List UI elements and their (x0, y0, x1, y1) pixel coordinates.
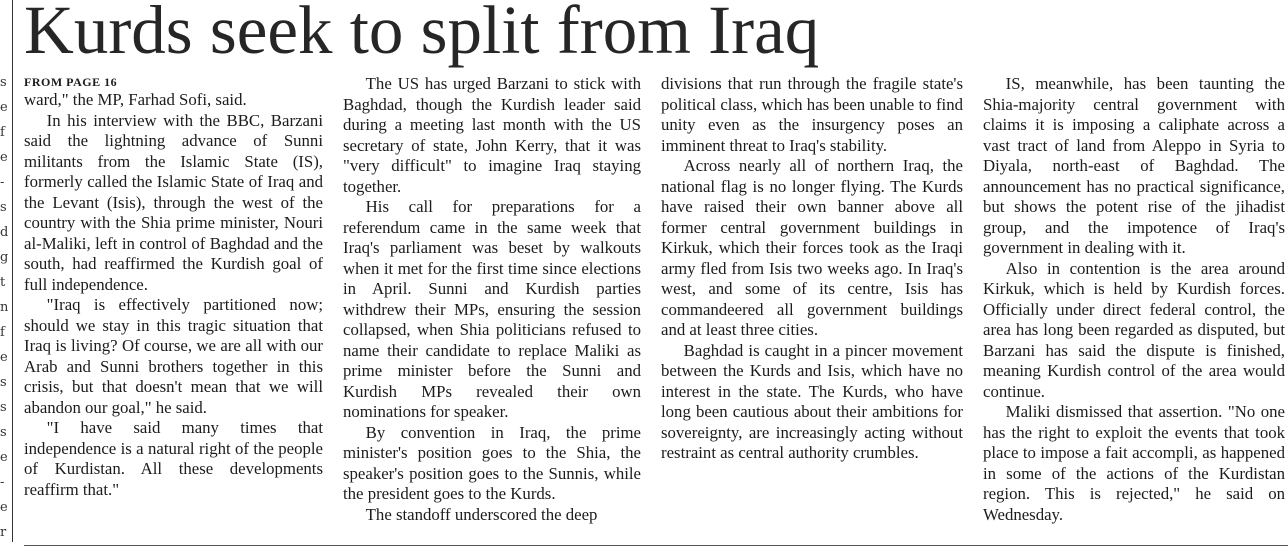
fragment-letter: e (0, 450, 8, 465)
fragment-letter: - (0, 475, 5, 490)
kicker: FROM PAGE 16 (24, 75, 118, 89)
fragment-letter: f (0, 125, 5, 140)
article-column-3 (661, 74, 963, 542)
fragment-letter: g (0, 250, 8, 265)
paragraph: ward," the MP, Farhad Sofi, said. (24, 90, 247, 109)
article-column-1 (24, 74, 323, 542)
fragment-letter: - (0, 175, 5, 190)
fragment-letter: e (0, 500, 8, 515)
fragment-letter: t (0, 275, 6, 290)
paragraph: Maliki dismissed that assertion. "No one has the right to exploit the events that took place to impose a fait accompli, as happened in some of the actions of the Kurdistan region. This is rejected," he said on Wednesday. (983, 402, 1285, 524)
paragraph: The US has urged Barzani to stick with Baghdad, though the Kurdish leader said during a meeting last month with the US secretary of state, John Kerry, that it was "very difficult" to imagine Iraq staying together. (343, 74, 641, 196)
article-column-4 (983, 74, 1285, 542)
paragraph: Baghdad is caught in a pincer movement between the Kurds and Isis, which have no interest in the state. The Kurds, who have long been cautious about their ambitions for sovereignty, are increasingly acting without restraint as central authority crumbles. (661, 340, 963, 462)
headline: Kurds seek to split from Iraq (24, 0, 820, 68)
bottom-rule (24, 545, 1288, 546)
paragraph: Also in contention is the area around Kirkuk, which is held by Kurdish forces. Officially under direct federal control, the area has long been regarded as disputed, but Barzani has said the dispute is finished, meaning Kurdish control of the area would continue. (983, 258, 1285, 401)
paragraph: IS, meanwhile, has been taunting the Shia-majority central government with claims it is imposing a caliphate across a vast tract of land from Aleppo in Syria to Diyala, north-east of Baghdad. The announcement has no practical significance, but shows the potent rise of the jihadist group, and the impotence of Iraq's government in dealing with it. (983, 74, 1285, 257)
fragment-letter: n (0, 300, 8, 315)
fragment-letter: s (0, 375, 7, 390)
article-body (24, 74, 1283, 542)
fragment-letter: e (0, 100, 8, 115)
paragraph: "I have said many times that independence is a natural right of the people of Kurdistan. All these developments reaffirm that." (24, 418, 323, 499)
fragment-letter: e (0, 150, 8, 165)
article-column-2 (343, 74, 641, 542)
fragment-letter: e (0, 350, 8, 365)
fragment-letter: s (0, 425, 7, 440)
column-divider (12, 0, 13, 542)
fragment-letter: d (0, 225, 8, 240)
fragment-letter: s (0, 75, 7, 90)
paragraph: The standoff underscored the deep (365, 504, 598, 524)
paragraph: divisions that run through the fragile state's political class, which has been unable to find unity even as the insurgency poses an imminent threat to Iraq's stability. (661, 74, 963, 155)
paragraph: "Iraq is effectively partitioned now; should we stay in this tragic situation that Iraq is living? Of course, we are all with our Arab and Sunni brothers together in this crisis, but that doesn't mean that we will abandon our goal," he said. (24, 295, 323, 417)
previous-column-fragment (0, 70, 8, 550)
fragment-letter: r (0, 525, 7, 540)
fragment-letter: s (0, 400, 7, 415)
fragment-letter: f (0, 325, 5, 340)
paragraph: In his interview with the BBC, Barzani said the lightning advance of Sunni militants from the Islamic State (IS), formerly called the Islamic State of Iraq and the Levant (Isis), through the west of the country with the Shia prime minister, Nouri al-Maliki, left in control of Baghdad and the south, had reaffirmed the Kurdish goal of full independence. (24, 110, 323, 294)
paragraph: Across nearly all of northern Iraq, the national flag is no longer flying. The Kurds have raised their own banner above all former central government buildings in Kirkuk, which their forces took as the Iraqi army fled from Isis two weeks ago. In Iraq's west, and some of its centre, Isis has commandeered all government buildings and at least three cities. (661, 156, 963, 339)
fragment-letter: s (0, 200, 7, 215)
paragraph: By convention in Iraq, the prime minister's position goes to the Shia, the speaker's position goes to the Sunnis, while the president goes to the Kurds. (343, 422, 641, 503)
paragraph: His call for preparations for a referendum came in the same week that Iraq's parliament was beset by walkouts when it met for the first time since elections in April. Sunni and Kurdish parties withdrew their MPs, ensuring the session collapsed, when Shia politicians refused to name their candidate to replace Maliki as prime minister before the Sunni and Kurdish MPs revealed their own nominations for speaker. (343, 197, 641, 421)
